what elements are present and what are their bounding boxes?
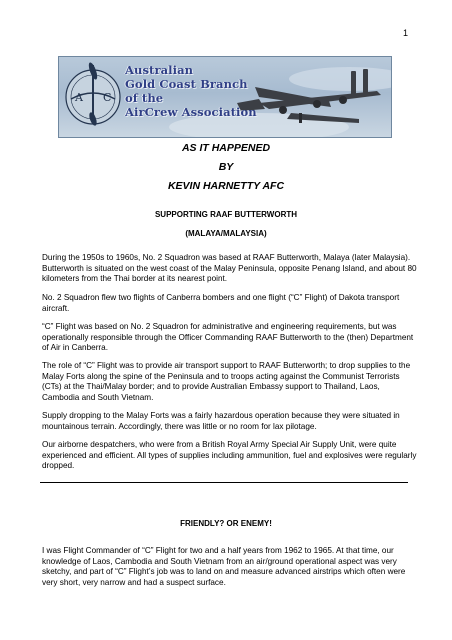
banner-title [125, 63, 257, 119]
heading-by: BY [218, 161, 234, 173]
paragraph-7: I was Flight Commander of “C” Flight for two and a half years from 1962 to 1965. At that time, our knowledge of Laos, Cambodia and South Vietnam from an air/ground operational aspect was very sketchy, and part of “C” Flight’s job was to land on and measure advanced airstrips which often were very short, very narrow and had a suspect surface. [42, 546, 406, 587]
author-heading: KEVIN HARNETTY AFC [167, 180, 285, 192]
logo-letter-c: C [103, 91, 112, 104]
paragraph-1: During the 1950s to 1960s, No. 2 Squadron was based at RAAF Butterworth, Malaya (later Malaysia). Butterworth is situated on the west coast of the Malay Peninsula, opposite Penang Island, and about 80 kilometers from the Thai border at its nearest point. [42, 253, 417, 284]
banner-line-4: AirCrew Association [125, 105, 257, 119]
banner-line-2: Gold Coast Branch [125, 77, 248, 91]
paragraph-5: Supply dropping to the Malay Forts was a fairly hazardous operation because they were situated in mountainous terrain. Accordingly, there was little or no room for lax pilotage. [42, 411, 400, 431]
section-divider [40, 482, 408, 483]
logo-letter-a2: A [89, 111, 97, 122]
banner-line-1: Australian [125, 63, 194, 77]
paragraph-4: The role of “C” Flight was to provide air transport support to RAAF Butterworth; to drop supplies to the Malay Forts along the spine of the Peninsula and to troops acting against the Communist Terrorists (CTs) at the Thai/Malay border; and to provide Australian Embassy support to Thailand, Laos, Cambodia and South Vietnam. [42, 361, 411, 402]
section-title: SUPPORTING RAAF BUTTERWORTH [154, 210, 298, 219]
page-number: 1 [402, 28, 408, 38]
main-heading: AS IT HAPPENED [181, 142, 271, 154]
paragraph-6: Our airborne despatchers, who were from a British Royal Army Special Air Supply Unit, were quite experienced and efficient. All types of supplies including ammunition, fuel and explosives were regularly dropped. [42, 440, 417, 471]
section-subtitle: (MALAYA/MALAYSIA) [185, 229, 267, 238]
banner-line-3: of the [125, 91, 164, 105]
header-banner [58, 56, 392, 138]
section-2-title: FRIENDLY? OR ENEMY! [180, 519, 272, 528]
paragraph-3: “C” Flight was based on No. 2 Squadron for administrative and engineering requirements, but was operationally responsible through the Officer Commanding RAAF Butterworth to the (then) Department of Air in Canberra. [42, 322, 414, 353]
logo-letter-a: A [75, 91, 83, 104]
paragraph-2: No. 2 Squadron flew two flights of Canberra bombers and one flight (“C” Flight) of Dakota transport aircraft. [42, 293, 400, 313]
